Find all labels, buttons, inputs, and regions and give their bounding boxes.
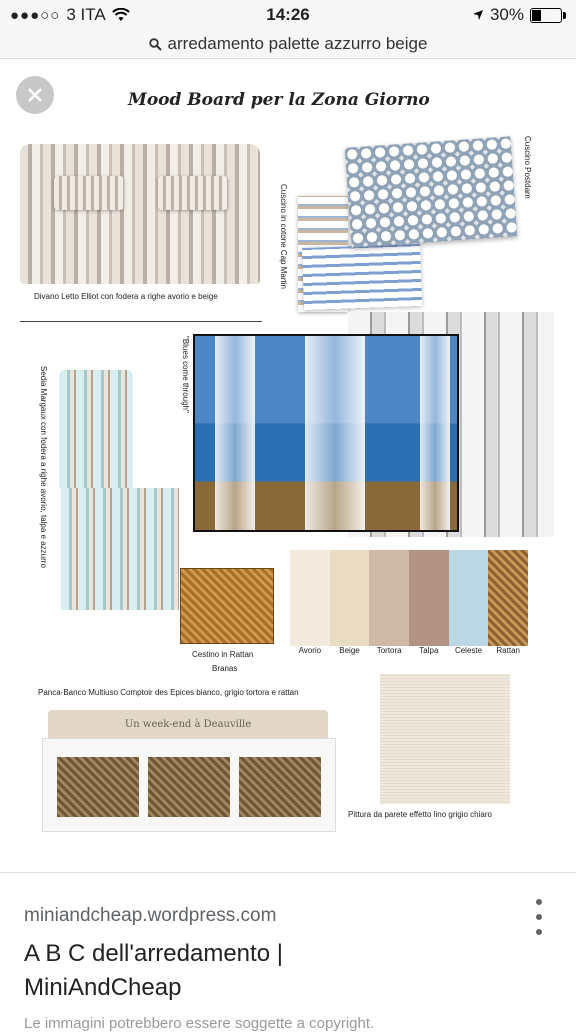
location-arrow-icon (472, 9, 484, 21)
search-icon (149, 38, 162, 51)
bench-cushion (48, 710, 328, 740)
bench-caption: Panca-Banco Multiuso Comptoir des Epices bianco, grigio tortora e rattan (38, 688, 299, 697)
sofa-pillow-left (54, 176, 124, 210)
result-title-link[interactable] (24, 937, 283, 1005)
result-info (0, 873, 576, 1032)
battery-icon (530, 8, 562, 23)
close-button[interactable] (16, 76, 54, 114)
basket-caption-name: Branas (212, 664, 238, 673)
color-swatch-label: Avorio (298, 646, 322, 655)
source-domain-link[interactable]: miniandcheap.wordpress.com (24, 905, 277, 926)
color-swatch (409, 550, 449, 646)
board-title: Mood Board per la Zona Giorno (128, 90, 430, 110)
result-title-line-1: A B C dell'arredamento | (24, 940, 283, 967)
cushion-postdam-caption: Cuscino Postdam (523, 136, 532, 199)
search-query-bar[interactable] (0, 30, 576, 59)
chair-image (57, 370, 183, 610)
more-dot-icon (536, 929, 542, 935)
status-bar (0, 0, 576, 30)
bench-image (42, 710, 336, 832)
sofa-image (20, 144, 260, 284)
photo-caption: "Blues come through" (181, 336, 190, 413)
paint-caption: Pittura da parete effetto lino grigio chiaro (348, 810, 492, 819)
more-options-button[interactable] (532, 899, 546, 935)
more-dot-icon (536, 914, 542, 920)
cushion-postdam-image (345, 136, 518, 247)
chair-seat (61, 488, 179, 610)
battery-level (532, 10, 541, 21)
color-swatch-label: Beige (339, 646, 360, 655)
curtain (215, 336, 255, 530)
color-swatch-label: Celeste (454, 646, 483, 655)
carrier-name: 3 ITA (66, 5, 106, 24)
curtain (420, 336, 450, 530)
chair-caption: Sedia Margaux con fodera a righe avorio, talpa e azzurro (39, 366, 48, 568)
result-title-line-2: MiniAndCheap (24, 974, 182, 1001)
color-swatch (330, 550, 370, 646)
color-swatch (369, 550, 409, 646)
color-swatch-label: Talpa (419, 646, 439, 655)
close-icon (26, 86, 44, 104)
color-palette-labels (290, 646, 528, 655)
battery-percent: 30% (489, 5, 524, 24)
copyright-disclaimer: Le immagini potrebbero essere soggette a copyright. (24, 1015, 375, 1032)
bench-body (42, 738, 336, 832)
bench-basket (148, 757, 230, 817)
sofa-pillow-right (158, 176, 228, 210)
sofa-caption: Divano Letto Elliot con fodera a righe avorio e beige (34, 292, 218, 301)
clock: 14:26 (266, 5, 310, 24)
image-preview (0, 60, 576, 873)
rattan-basket-image (180, 568, 274, 644)
bench-basket (239, 757, 321, 817)
cushion-blue-stripe-image (302, 244, 422, 310)
bench-basket (57, 757, 139, 817)
color-swatch (449, 550, 489, 646)
color-swatch (290, 550, 330, 646)
color-swatch-label: Rattan (496, 646, 520, 655)
linen-paint-sample (380, 674, 510, 804)
divider (20, 321, 262, 322)
search-query-text: arredamento palette azzurro beige (167, 34, 428, 53)
signal-strength-icon: ●●●○○ (10, 6, 61, 24)
color-swatch (488, 550, 528, 646)
basket-caption: Cestino in Rattan (192, 650, 254, 659)
curtain (305, 336, 365, 530)
chair-back (59, 370, 133, 488)
cushion-cap-martin-caption: Cuscino in cotone Cap Martin (279, 184, 288, 289)
sea-curtains-photo (193, 334, 459, 532)
color-palette (290, 550, 528, 646)
bench-cushion-text: Un week-end à Deauville (124, 719, 252, 730)
color-swatch-label: Tortora (376, 646, 402, 655)
more-dot-icon (536, 899, 542, 905)
